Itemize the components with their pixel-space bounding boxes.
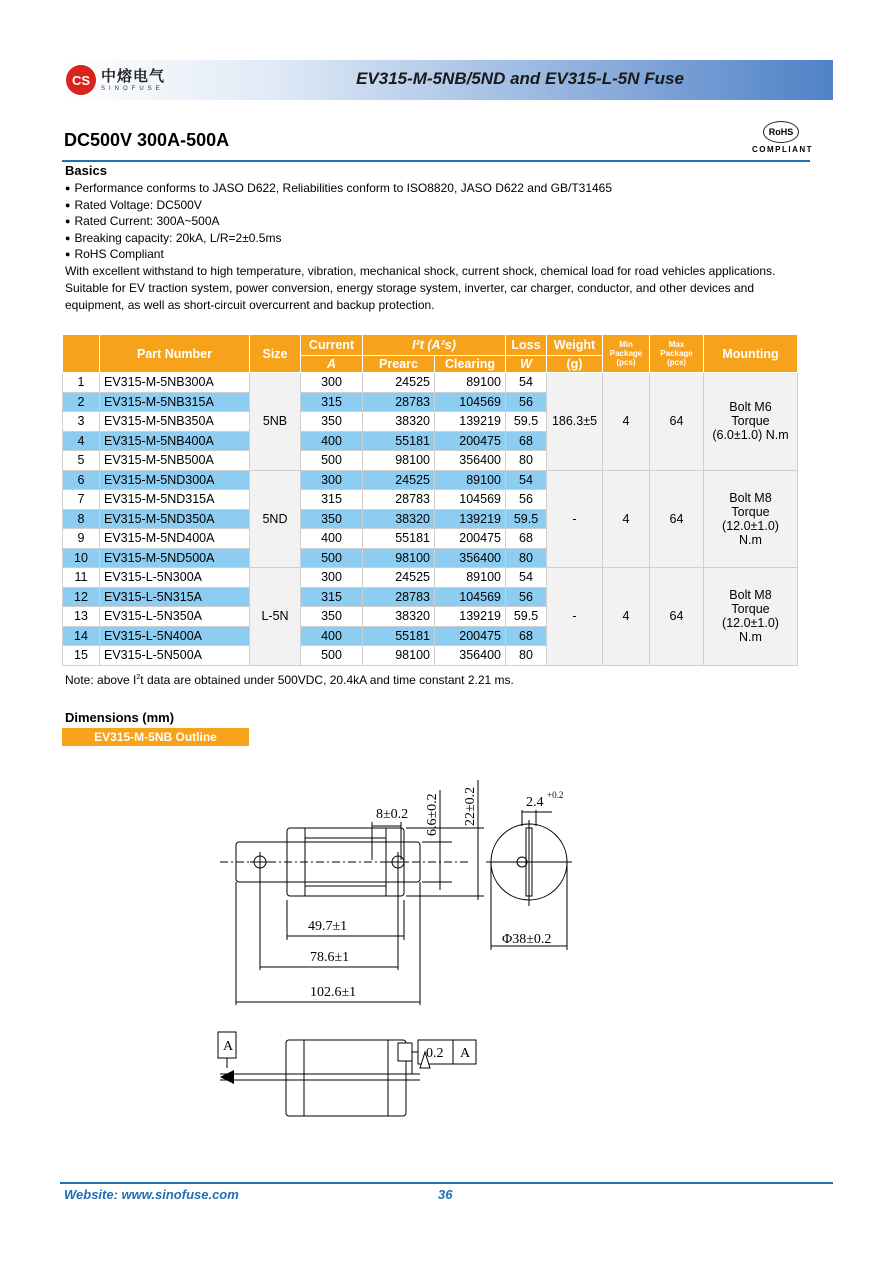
mounting-line: (12.0±1.0) (722, 518, 779, 533)
loss-cell: 54 (506, 568, 547, 588)
row-number: 3 (63, 412, 100, 432)
page-number: 36 (438, 1187, 453, 1202)
prearc-cell: 98100 (363, 451, 435, 471)
dim-hole-span: 78.6±1 (310, 950, 350, 965)
header-title: EV315-M-5NB/5ND and EV315-L-5N Fuse (356, 69, 684, 88)
current-cell: 300 (301, 568, 363, 588)
max-cell: 64 (650, 373, 704, 471)
current-cell: 400 (301, 529, 363, 549)
prearc-cell: 28783 (363, 490, 435, 510)
page-title: DC500V 300A-500A (64, 130, 230, 150)
basics-bullet: ● Performance conforms to JASO D622, Reliabilities conform to ISO8820, JASO D622 and GB/T31465 (65, 180, 612, 197)
header-min-pcs: (pcs) (616, 358, 636, 367)
loss-cell: 54 (506, 373, 547, 393)
header-i2t: I²t (A²s) (363, 335, 506, 356)
current-cell: 300 (301, 470, 363, 490)
part-number-cell: EV315-M-5NB315A (100, 392, 250, 412)
loss-cell: 68 (506, 529, 547, 549)
spec-table-body (63, 373, 798, 666)
row-number: 5 (63, 451, 100, 471)
clearing-cell: 200475 (435, 626, 506, 646)
row-number: 1 (63, 373, 100, 393)
prearc-cell: 38320 (363, 607, 435, 627)
footer-divider (60, 1182, 833, 1184)
clearing-cell: 139219 (435, 509, 506, 529)
table-row (63, 568, 798, 588)
datum-label: A (223, 1039, 234, 1054)
row-number: 6 (63, 470, 100, 490)
rohs-badge (752, 121, 814, 159)
dim-height: 22±0.2 (463, 786, 478, 826)
row-number: 12 (63, 587, 100, 607)
clearing-cell: 200475 (435, 431, 506, 451)
header-min-package-label: Package (609, 349, 643, 358)
header-max-package-label: Package (660, 349, 693, 358)
header-no (63, 335, 100, 373)
note-sup: 2 (136, 674, 141, 681)
loss-cell: 80 (506, 646, 547, 666)
prearc-cell: 98100 (363, 548, 435, 568)
header-max-package (650, 335, 704, 373)
current-cell: 350 (301, 412, 363, 432)
prearc-cell: 55181 (363, 529, 435, 549)
loss-cell: 59.5 (506, 412, 547, 432)
table-row (63, 470, 798, 490)
dim-slot: 2.4 (526, 795, 544, 810)
header-min: Min (619, 340, 633, 349)
part-number-cell: EV315-M-5NB500A (100, 451, 250, 471)
logo-icon: CS (66, 65, 96, 95)
dim-slot-tol: +0.2 (547, 790, 564, 800)
prearc-cell: 98100 (363, 646, 435, 666)
row-number: 2 (63, 392, 100, 412)
current-cell: 350 (301, 607, 363, 627)
basics-bullet: ● Rated Current: 300A~500A (65, 213, 612, 230)
loss-cell: 80 (506, 451, 547, 471)
prearc-cell: 38320 (363, 412, 435, 432)
header-current: Current (301, 335, 363, 356)
clearing-cell: 200475 (435, 529, 506, 549)
loss-cell: 54 (506, 470, 547, 490)
basics-bullet: ● Breaking capacity: 20kA, L/R=2±0.5ms (65, 230, 612, 247)
max-cell: 64 (650, 470, 704, 568)
header-current-unit: A (301, 356, 363, 373)
current-cell: 500 (301, 646, 363, 666)
clearing-cell: 104569 (435, 490, 506, 510)
current-cell: 500 (301, 548, 363, 568)
outline-drawing (200, 770, 600, 1130)
part-number-cell: EV315-M-5ND500A (100, 548, 250, 568)
prearc-cell: 28783 (363, 587, 435, 607)
title-divider (62, 160, 810, 162)
min-cell: 4 (603, 373, 650, 471)
company-logo (66, 64, 165, 96)
header-weight: Weight (547, 335, 603, 356)
spec-table (62, 334, 798, 666)
mounting-line: Bolt M6 (729, 400, 772, 415)
header-loss-unit: W (506, 356, 547, 373)
prearc-cell: 24525 (363, 470, 435, 490)
part-number-cell: EV315-M-5NB400A (100, 431, 250, 451)
prearc-cell: 38320 (363, 509, 435, 529)
clearing-cell: 139219 (435, 607, 506, 627)
size-cell: 5NB (250, 373, 301, 471)
part-number-cell: EV315-M-5ND400A (100, 529, 250, 549)
weight-cell: - (547, 470, 603, 568)
clearing-cell: 356400 (435, 646, 506, 666)
logo-cn-text: 中熔电气 (101, 67, 166, 85)
header-mounting: Mounting (704, 335, 798, 373)
current-cell: 300 (301, 373, 363, 393)
mounting-line: N.m (739, 532, 762, 547)
part-number-cell: EV315-M-5ND300A (100, 470, 250, 490)
prearc-cell: 28783 (363, 392, 435, 412)
row-number: 9 (63, 529, 100, 549)
max-cell: 64 (650, 568, 704, 666)
dim-body: 49.7±1 (308, 919, 348, 934)
current-cell: 315 (301, 490, 363, 510)
part-number-cell: EV315-M-5NB350A (100, 412, 250, 432)
tolerance-value: 0.2 (426, 1046, 444, 1061)
part-number-cell: EV315-L-5N500A (100, 646, 250, 666)
clearing-cell: 89100 (435, 568, 506, 588)
mounting-cell (704, 568, 798, 666)
mounting-line: (6.0±1.0) N.m (712, 428, 789, 443)
outline-label: EV315-M-5NB Outline (62, 728, 249, 746)
mounting-line: Torque (731, 602, 770, 617)
part-number-cell: EV315-L-5N350A (100, 607, 250, 627)
weight-cell: 186.3±5 (547, 373, 603, 471)
clearing-cell: 356400 (435, 548, 506, 568)
prearc-cell: 24525 (363, 568, 435, 588)
size-cell: 5ND (250, 470, 301, 568)
header-prearc: Prearc (363, 356, 435, 373)
basics-paragraph: With excellent withstand to high temperature, vibration, mechanical shock, current shock, chemical load for road vehicles applications. Suitable for EV traction system, power conversion, energy storage system, inverter, car charger, conductor, and other devices and equipment, as well as short-circuit overcurrent and backup protection. (65, 264, 776, 312)
row-number: 11 (63, 568, 100, 588)
header-size: Size (250, 335, 301, 373)
rohs-compliant-text: COMPLIANT (752, 145, 814, 154)
current-cell: 400 (301, 431, 363, 451)
loss-cell: 68 (506, 431, 547, 451)
part-number-cell: EV315-L-5N300A (100, 568, 250, 588)
tolerance-datum: A (460, 1046, 471, 1061)
dimensions-heading: Dimensions (mm) (65, 710, 175, 725)
clearing-cell: 139219 (435, 412, 506, 432)
clearing-cell: 104569 (435, 392, 506, 412)
header-loss: Loss (506, 335, 547, 356)
header-part-number: Part Number (100, 335, 250, 373)
table-row (63, 373, 798, 393)
clearing-cell: 356400 (435, 451, 506, 471)
loss-cell: 68 (506, 626, 547, 646)
part-number-cell: EV315-L-5N315A (100, 587, 250, 607)
mounting-cell (704, 373, 798, 471)
dim-diameter: Φ38±0.2 (502, 932, 552, 947)
basics-bullet: ● Rated Voltage: DC500V (65, 197, 612, 214)
dim-overall: 102.6±1 (310, 985, 357, 1000)
footer-website: Website: www.sinofuse.com (64, 1187, 239, 1202)
header-max-pcs: (pcs) (666, 358, 687, 367)
current-cell: 315 (301, 392, 363, 412)
prearc-cell: 55181 (363, 626, 435, 646)
row-number: 4 (63, 431, 100, 451)
loss-cell: 59.5 (506, 509, 547, 529)
part-number-cell: EV315-M-5ND315A (100, 490, 250, 510)
loss-cell: 59.5 (506, 607, 547, 627)
min-cell: 4 (603, 568, 650, 666)
header-weight-unit: (g) (547, 356, 603, 373)
dim-hole: 8±0.2 (376, 807, 409, 822)
loss-cell: 56 (506, 587, 547, 607)
clearing-cell: 89100 (435, 373, 506, 393)
row-number: 14 (63, 626, 100, 646)
current-cell: 350 (301, 509, 363, 529)
current-cell: 500 (301, 451, 363, 471)
note-suffix: t data are obtained under 500VDC, 20.4kA and time constant 2.21 ms. (140, 673, 514, 687)
clearing-cell: 104569 (435, 587, 506, 607)
basics-list (65, 180, 612, 263)
part-number-cell: EV315-M-5ND350A (100, 509, 250, 529)
mounting-line: Torque (731, 414, 770, 429)
part-number-cell: EV315-M-5NB300A (100, 373, 250, 393)
note-prefix: Note: above I (65, 673, 137, 687)
current-cell: 400 (301, 626, 363, 646)
row-number: 7 (63, 490, 100, 510)
basics-heading: Basics (65, 163, 107, 178)
clearing-cell: 89100 (435, 470, 506, 490)
dim-tab-thickness: 6.6±0.2 (425, 793, 440, 836)
mounting-line: Bolt M8 (729, 490, 772, 505)
current-cell: 315 (301, 587, 363, 607)
logo-en-text: SINOFUSE (101, 85, 164, 92)
basics-bullet: ● RoHS Compliant (65, 246, 612, 263)
part-number-cell: EV315-L-5N400A (100, 626, 250, 646)
min-cell: 4 (603, 470, 650, 568)
loss-cell: 80 (506, 548, 547, 568)
loss-cell: 56 (506, 392, 547, 412)
mounting-line: Torque (731, 504, 770, 519)
rohs-logo: RoHS (763, 121, 799, 143)
mounting-line: Bolt M8 (729, 588, 772, 603)
mounting-line: (12.0±1.0) (722, 616, 779, 631)
prearc-cell: 55181 (363, 431, 435, 451)
loss-cell: 56 (506, 490, 547, 510)
size-cell: L-5N (250, 568, 301, 666)
row-number: 10 (63, 548, 100, 568)
prearc-cell: 24525 (363, 373, 435, 393)
weight-cell: - (547, 568, 603, 666)
mounting-cell (704, 470, 798, 568)
header-max: Max (668, 340, 685, 349)
row-number: 8 (63, 509, 100, 529)
header-clearing: Clearing (435, 356, 506, 373)
row-number: 15 (63, 646, 100, 666)
table-note (65, 673, 514, 687)
row-number: 13 (63, 607, 100, 627)
header-min-package (603, 335, 650, 373)
mounting-line: N.m (739, 630, 762, 645)
